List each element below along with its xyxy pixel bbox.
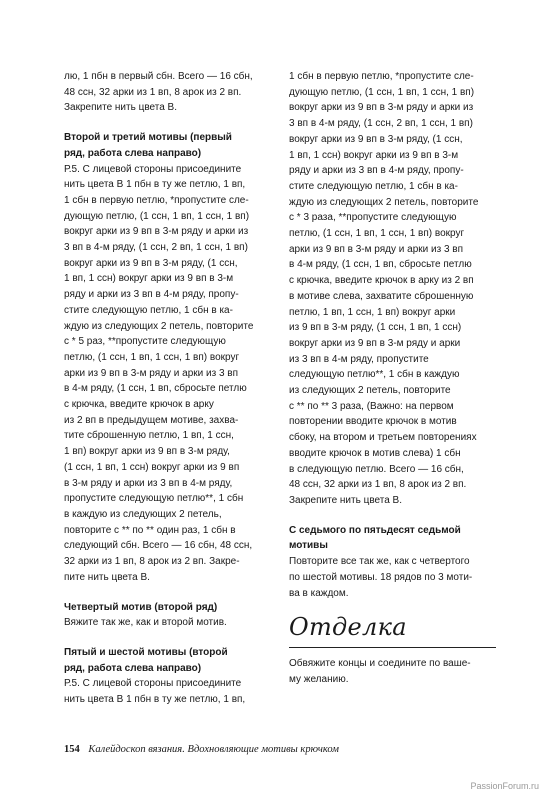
- text-line: в каждую из следующих 2 петель,: [64, 508, 222, 520]
- text-line: лю, 1 пбн в первый сбн. Всего — 16 сбн,: [64, 71, 253, 82]
- text-line: стите следующую петлю, 1 сбн в ка-: [289, 180, 458, 192]
- text-line: ряд, работа слева направо): [64, 147, 202, 159]
- text-line: 3 вп в 4-м ряду, (1 ссн, 2 вп, 1 ссн, 1 вп): [64, 242, 248, 254]
- text-line: 48 ссн, 32 арки из 1 вп, 8 арок из 2 вп.: [289, 479, 467, 491]
- motif-7-57-body: [289, 554, 496, 601]
- text-line: в следующую петлю. Всего — 16 сбн,: [289, 463, 464, 475]
- text-line: петлю, (1 ссн, 1 вп, 1 ссн, 1 вп) вокруг: [64, 351, 240, 363]
- text-line: дующую петлю, (1 ссн, 1 вп, 1 ссн, 1 вп): [289, 86, 475, 98]
- motif-7-57-heading: [289, 523, 496, 554]
- text-line: 1 сбн в первую петлю, *пропустите сле-: [64, 194, 249, 206]
- text-line: Р.5. С лицевой стороны присоедините: [64, 678, 242, 690]
- text-line: вокруг арки из 9 вп в 3-м ряду и арки из: [289, 102, 474, 114]
- text-line: нить цвета В 1 пбн в ту же петлю, 1 вп,: [64, 179, 246, 191]
- text-line: Пятый и шестой мотивы (второй: [64, 646, 228, 658]
- text-line: ряд, работа слева направо): [64, 662, 202, 674]
- text-line: из 2 вп в предыдущем мотиве, захва-: [64, 414, 239, 426]
- text-line: из следующих 2 петель, повторите: [289, 385, 451, 397]
- text-line: с крючка, введите крючок в арку: [64, 399, 214, 411]
- text-line: вводите крючок в мотив слева) 1 сбн: [289, 447, 461, 459]
- text-line: пропустите следующую петлю**, 1 сбн: [64, 493, 244, 505]
- text-line: следующий сбн. Всего — 16 сбн, 48 ссн,: [64, 540, 253, 552]
- text-line: ва в каждом.: [289, 587, 349, 599]
- text-line: Четвертый мотив (второй ряд): [64, 601, 218, 613]
- finishing-title: Отделка: [289, 613, 496, 648]
- text-line: нить цвета В 1 пбн в ту же петлю, 1 вп,: [64, 694, 246, 706]
- motif-4-heading: [64, 600, 274, 616]
- right-column: [289, 69, 496, 688]
- text-line: с * 3 раза, **пропустите следующую: [289, 212, 457, 224]
- text-line: 32 арки из 1 вп, 8 арок из 2 вп. Закре-: [64, 556, 240, 568]
- text-line: повторении вводите крючок в мотив: [289, 416, 457, 428]
- text-line: 48 ссн, 32 арки из 1 вп, 8 арок из 2 вп.: [64, 86, 242, 98]
- text-line: Р.5. С лицевой стороны присоедините: [64, 163, 242, 175]
- text-line: тите сброшенную петлю, 1 вп, 1 ссн,: [64, 430, 234, 442]
- text-line: с ** по ** 3 раза, (Важно: на первом: [289, 400, 454, 412]
- text-line: вокруг арки из 9 вп в 3-м ряду, (1 ссн,: [64, 257, 238, 269]
- text-line: ждую из следующих 2 петель, повторите: [64, 320, 254, 332]
- text-line: пите нить цвета В.: [64, 571, 150, 583]
- text-line: Обвяжите концы и соедините по ваше-: [289, 658, 471, 670]
- text-line: из 3 вп в 4-м ряду, пропустите: [289, 353, 429, 365]
- text-line: Закрепите нить цвета В.: [289, 494, 402, 506]
- text-line: стите следующую петлю, 1 сбн в ка-: [64, 304, 233, 316]
- text-line: Повторите все так же, как с четвертого: [289, 556, 470, 568]
- motif-2-3-heading: [64, 130, 274, 161]
- text-line: петлю, (1 ссн, 1 вп, 1 ссн, 1 вп) вокруг: [289, 228, 465, 240]
- text-line: 1 сбн в первую петлю, *пропустите сле-: [289, 71, 474, 82]
- text-line: в 3-м ряду и арки из 3 вп в 4-м ряду,: [64, 477, 233, 489]
- text-line: арки из 9 вп в 3-м ряду и арки из 3 вп: [289, 243, 464, 255]
- text-line: сбоку, на втором и третьем повторениях: [289, 432, 477, 444]
- text-line: мотивы: [289, 540, 328, 552]
- text-line: из 9 вп в 3-м ряду, (1 ссн, 1 вп, 1 ссн): [289, 322, 462, 334]
- text-line: в мотиве слева, захватите сброшенную: [289, 290, 474, 302]
- text-line: петлю, 1 вп, 1 ссн, 1 вп) вокруг арки: [289, 306, 456, 318]
- motif-2-3-body: [64, 162, 274, 586]
- text-line: му желанию.: [289, 673, 349, 685]
- finishing-body: [289, 656, 496, 687]
- motif-4-body: [64, 615, 274, 631]
- text-line: в 4-м ряду, (1 ссн, 1 вп, сбросьте петлю: [289, 259, 472, 271]
- page-footer: [64, 744, 339, 755]
- text-line: повторите с ** по ** один раз, 1 сбн в: [64, 524, 236, 536]
- intro-paragraph: [64, 69, 274, 116]
- text-line: ряду и арки из 3 вп в 4-м ряду, пропу-: [289, 165, 464, 177]
- text-line: с * 5 раз, **пропустите следующую: [64, 336, 226, 348]
- text-line: 1 вп, 1 ссн) вокруг арки из 9 вп в 3-м: [64, 273, 234, 285]
- text-line: следующую петлю**, 1 сбн в каждую: [289, 369, 460, 381]
- text-line: по шестой мотивы. 18 рядов по 3 моти-: [289, 571, 473, 583]
- motif-5-6-body: [64, 676, 274, 707]
- text-line: ряду и арки из 3 вп в 4-м ряду, пропу-: [64, 289, 239, 301]
- text-line: вокруг арки из 9 вп в 3-м ряду и арки из: [64, 226, 249, 238]
- left-column: [64, 69, 274, 708]
- text-line: дующую петлю, (1 ссн, 1 вп, 1 ссн, 1 вп): [64, 210, 250, 222]
- text-line: Закрепите нить цвета В.: [64, 102, 177, 114]
- motif-5-6-continuation: [289, 69, 496, 509]
- text-line: вокруг арки из 9 вп в 3-м ряду, (1 ссн,: [289, 133, 463, 145]
- text-line: Второй и третий мотивы (первый: [64, 132, 232, 144]
- text-line: 1 вп, 1 ссн) вокруг арки из 9 вп в 3-м: [289, 149, 459, 161]
- text-line: С седьмого по пятьдесят седьмой: [289, 524, 461, 536]
- text-line: вокруг арки из 9 вп в 3-м ряду и арки: [289, 337, 461, 349]
- text-line: в 4-м ряду, (1 ссн, 1 вп, сбросьте петлю: [64, 383, 247, 395]
- text-line: 1 вп) вокруг арки из 9 вп в 3-м ряду,: [64, 446, 230, 458]
- motif-5-6-heading: [64, 645, 274, 676]
- text-line: Вяжите так же, как и второй мотив.: [64, 617, 227, 629]
- book-title: Калейдоскоп вязания. Вдохновляющие мотивы крючком: [88, 744, 339, 755]
- text-line: с крючка, введите крючок в арку из 2 вп: [289, 275, 474, 287]
- text-line: (1 ссн, 1 вп, 1 ссн) вокруг арки из 9 вп: [64, 461, 240, 473]
- text-line: арки из 9 вп в 3-м ряду и арки из 3 вп: [64, 367, 239, 379]
- text-line: ждую из следующих 2 петель, повторите: [289, 196, 479, 208]
- watermark: PassionForum.ru: [470, 781, 539, 791]
- text-line: 3 вп в 4-м ряду, (1 ссн, 2 вп, 1 ссн, 1 вп): [289, 118, 473, 130]
- page-number: 154: [64, 744, 80, 755]
